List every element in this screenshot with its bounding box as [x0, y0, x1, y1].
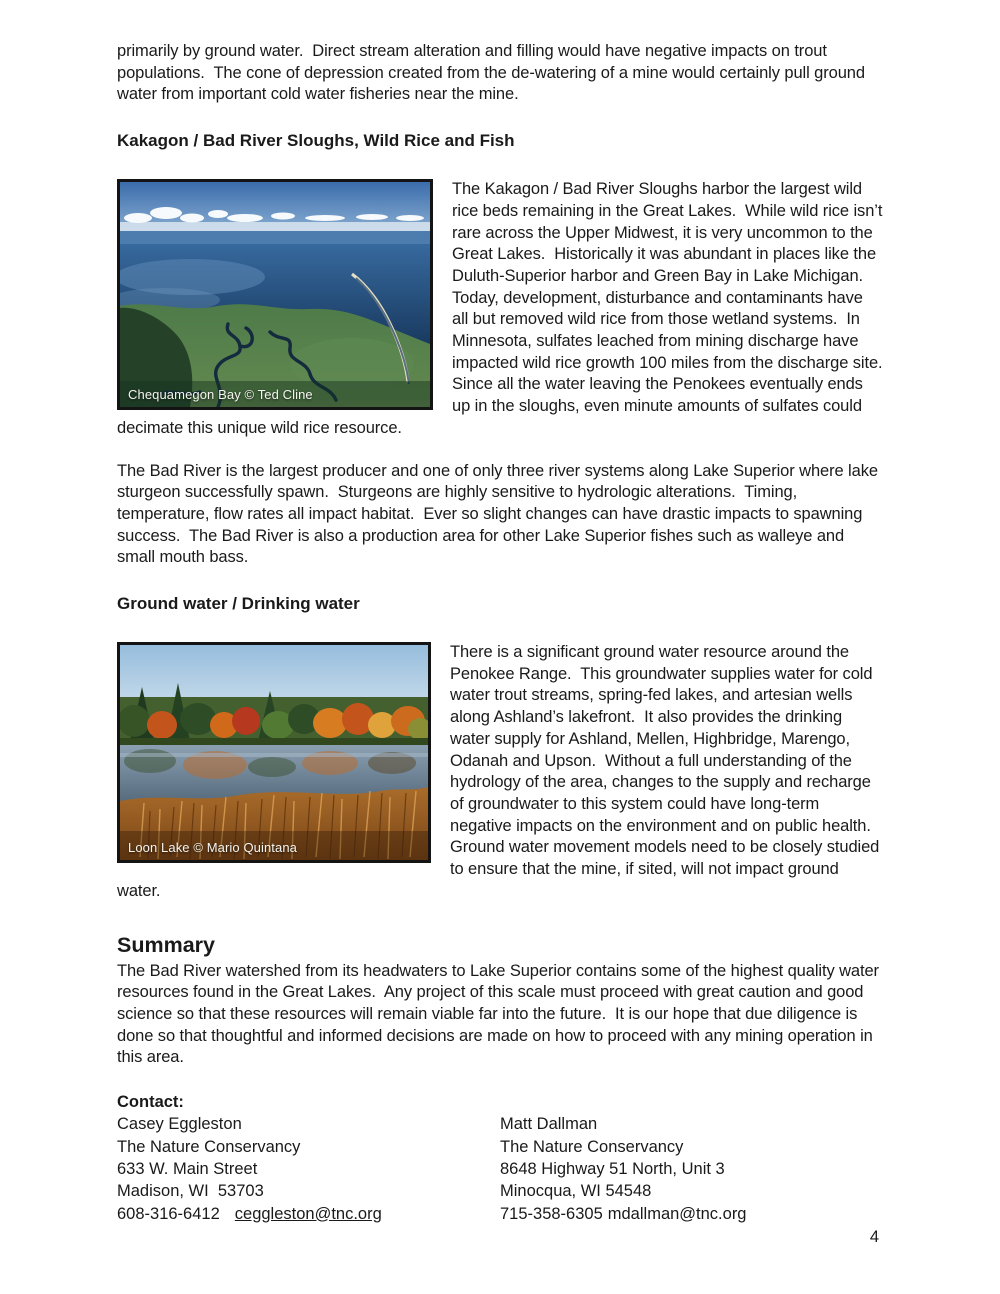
kakagon-section: [117, 179, 892, 439]
contact-columns: [117, 1113, 883, 1224]
contact-phone-email: [117, 1203, 500, 1225]
contact-heading: Contact:: [117, 1093, 184, 1112]
contact-org: The Nature Conservancy: [500, 1137, 684, 1156]
sturgeon-paragraph: The Bad River is the largest producer and one of only three river systems along Lake Superior where lake sturgeon successfully spawn. Sturgeons are highly sensitive to hydrologic alterations. Timing, temperature, flow rates all impact habitat. Ever so slight changes can have drastic impacts to spawning success. The Bad River is also a production area for other Lake Superior fishes such as walleye and small mouth bass.: [117, 461, 883, 567]
groundwater-paragraph: There is a significant ground water resource around the Penokee Range. This groundwater supplies water for cold water trout streams, spring-fed lakes, and artesian wells along Ashland’s lakefront. It also provides the drinking water supply for Ashland, Mellen, Highbridge, Marengo, Odanah and Upson. Without a full understanding of the hydrology of the area, changes to the supply and recharge of groundwater to this system could have long-term negative impacts on the environment and on public health. Ground water movement models need to be closely studied to ensure that the mine, if sited, will not impact ground water.: [117, 643, 884, 900]
aerial-bay-illustration: [120, 182, 430, 407]
contact-city: Minocqua, WI 54548: [500, 1182, 652, 1201]
contact-name: Casey Eggleston: [117, 1115, 242, 1134]
contact-street: 8648 Highway 51 North, Unit 3: [500, 1159, 725, 1178]
contact-name: Matt Dallman: [500, 1115, 598, 1134]
contact-phone: 608-316-6412: [117, 1204, 220, 1223]
photo-caption-bay: Chequamegon Bay © Ted Cline: [128, 387, 313, 403]
contact-org: The Nature Conservancy: [117, 1137, 301, 1156]
loon-lake-photo: [117, 642, 431, 863]
contact-phone-email: [500, 1203, 883, 1225]
contact-left: [117, 1113, 500, 1224]
contact-city: Madison, WI 53703: [117, 1182, 264, 1201]
email-link[interactable]: ceggleston@tnc.org: [234, 1204, 382, 1223]
contact-right: [500, 1113, 883, 1224]
contact-phone: 715-358-6305: [500, 1204, 603, 1223]
section-heading-kakagon: Kakagon / Bad River Sloughs, Wild Rice and Fish: [117, 131, 515, 151]
section-heading-groundwater: Ground water / Drinking water: [117, 594, 360, 614]
kakagon-paragraph: The Kakagon / Bad River Sloughs harbor the largest wild rice beds remaining in the Great Lakes. While wild rice isn’t rare across the Upper Midwest, it is very uncommon to the Great Lakes. Historically it was abundant in places like the Duluth-Superior harbor and Green Bay in Lake Michigan. Today, development, disturbance and contaminants have all but removed wild rice from those wetland systems. In Minnesota, sulfates leached from mining discharge have impacted wild rice growth 100 miles from the discharge site. Since all the water leaving the Penokees eventually ends up in the sloughs, even minute amounts of sulfates could decimate this unique wild rice resource.: [117, 180, 892, 437]
chequamegon-bay-photo: [117, 179, 433, 410]
page-number: 4: [869, 1228, 879, 1246]
groundwater-section: [117, 642, 883, 902]
autumn-lake-illustration: [120, 645, 428, 860]
photo-caption-lake: Loon Lake © Mario Quintana: [128, 840, 298, 856]
summary-paragraph: The Bad River watershed from its headwaters to Lake Superior contains some of the highest quality water resources found in the Great Lakes. Any project of this scale must proceed with great caution and good science so that these resources will remain viable far into the future. It is our hope that due diligence is done so that thoughtful and informed decisions are made on how to proceed with any mining operation in this area.: [117, 961, 884, 1067]
contact-street: 633 W. Main Street: [117, 1159, 258, 1178]
intro-paragraph: primarily by ground water. Direct stream alteration and filling would have negative impacts on trout populations. The cone of depression created from the de-watering of a mine would certainly pull ground water from important cold water fisheries near the mine.: [117, 42, 870, 104]
summary-heading: Summary: [117, 932, 215, 957]
contact-email: mdallman@tnc.org: [607, 1204, 747, 1223]
